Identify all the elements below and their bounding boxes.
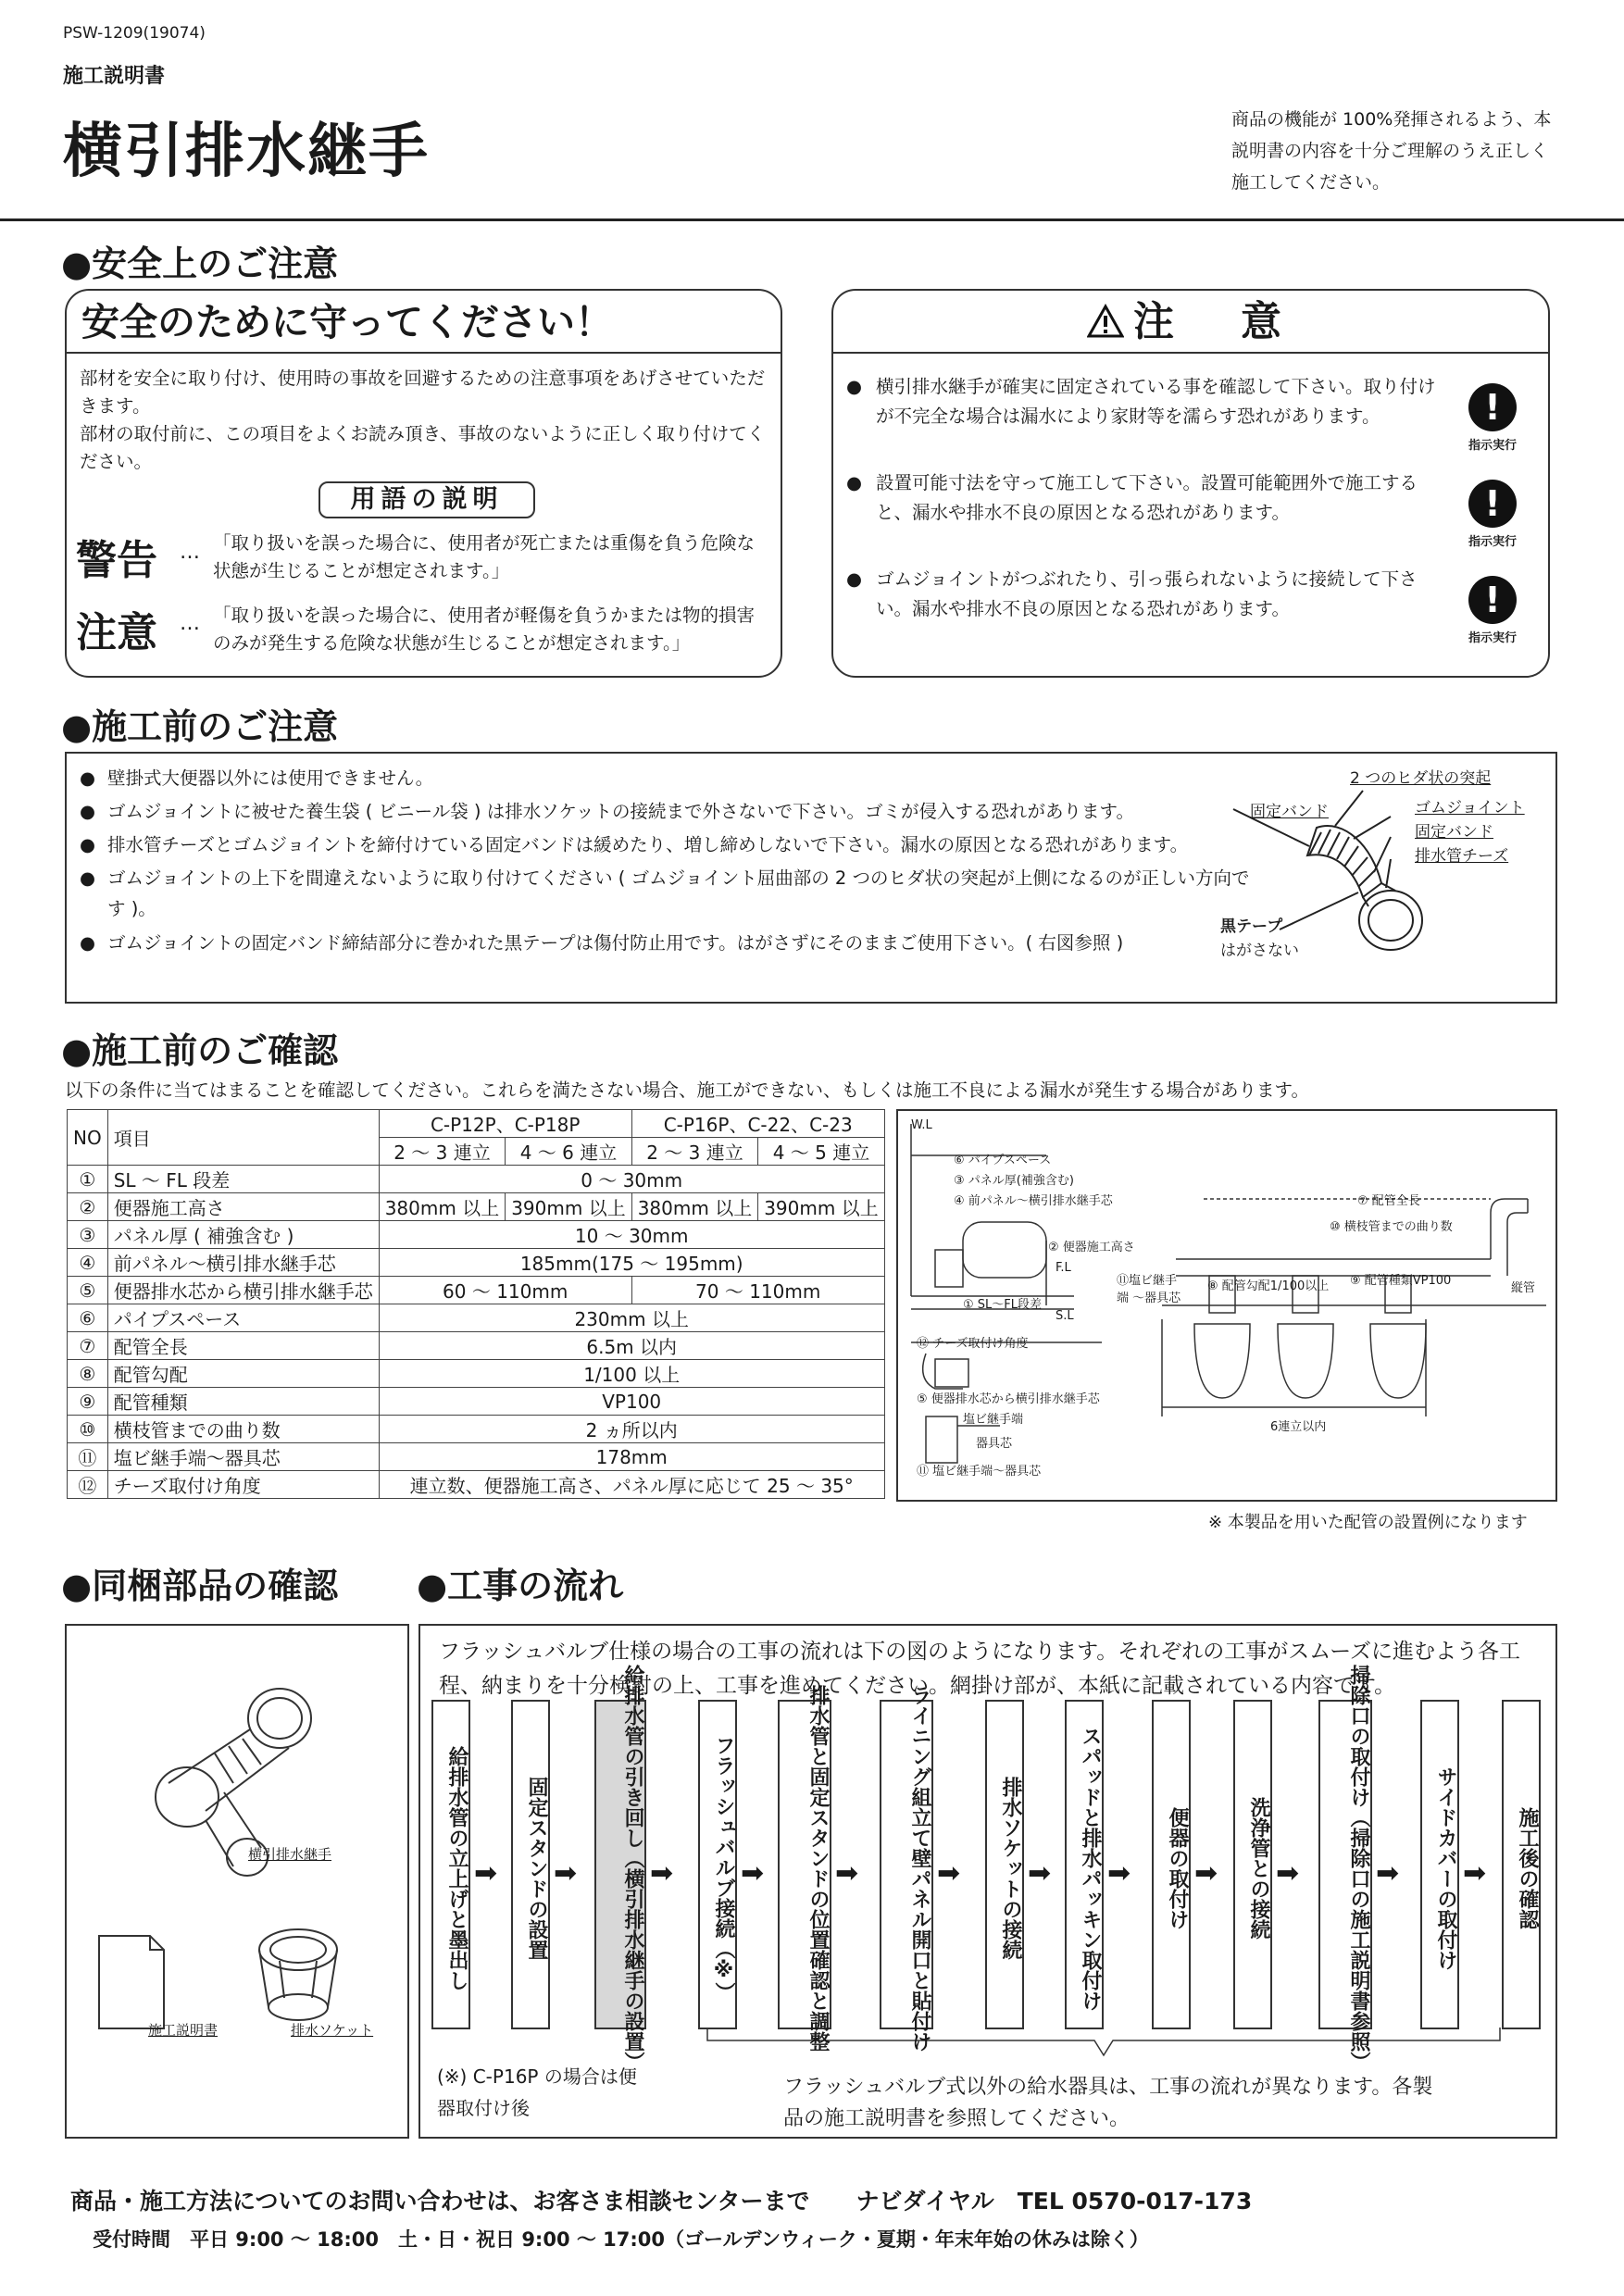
- row-item: 便器排水芯から横引排水継手芯: [107, 1277, 379, 1304]
- flow-step-7: 排水ソケットの接続: [985, 1700, 1024, 2029]
- flow-step-10: 洗浄管との接続: [1233, 1700, 1272, 2029]
- parts-box: [65, 1624, 409, 2139]
- table-row: [68, 1221, 885, 1249]
- table-row: [68, 1416, 885, 1443]
- flow-arrow-icon: ➡: [1376, 1857, 1400, 1890]
- row-item: 便器施工高さ: [107, 1193, 379, 1221]
- row-value: 60 ～ 110mm: [379, 1277, 631, 1304]
- footer-hours: 受付時間 平日 9:00 ～ 18:00 土・日・祝日 9:00 ～ 17:00（ゴールデンウィーク・夏期・年末年始の休みは除く）: [93, 2228, 1149, 2251]
- header-divider: [0, 218, 1624, 221]
- label-pvc-end-center: ⑪ 塩ビ継手端～器具芯: [917, 1465, 1042, 1479]
- table-row: [68, 1443, 885, 1471]
- flow-arrow-icon: ➡: [474, 1857, 498, 1890]
- row-item: 塩ビ継手端～器具芯: [107, 1443, 379, 1471]
- row-value: 380mm 以上: [379, 1193, 506, 1221]
- pre-caution-item-5: ゴムジョイントの固定バンド締結部分に巻かれた黒テープは傷付防止用です。はがさずにそのままご使用下さい。( 右図参照 ): [107, 932, 1124, 954]
- caution-bullet: ●: [846, 568, 863, 590]
- footer-contact: 商品・施工方法についてのお問い合わせは、お客さま相談センターまで ナビダイヤル TEL 0570-017-173: [70, 2188, 1253, 2215]
- row-no: ⑨: [68, 1388, 108, 1416]
- term-caution-desc: 「取り扱いを誤った場合に、使用者が軽傷を負うかまたは物的損害のみが発生する危険な状態が生じることが想定されます。」: [213, 605, 756, 654]
- row-item: SL ～ FL 段差: [107, 1166, 379, 1193]
- flow-arrow-icon: ➡: [1194, 1857, 1218, 1890]
- instruction-mark-icon: !: [1468, 576, 1517, 624]
- flow-step-3-highlighted: 給排水管の引き回し（横引排水継手の設置）: [594, 1700, 646, 2029]
- diagram-label-ridges: 2 つのヒダ状の突起: [1350, 769, 1492, 788]
- safety-intro-1: 部材を安全に取り付け、使用時の事故を回避するための注意事項をあげさせていただきます。: [80, 368, 766, 417]
- table-header-row: [68, 1110, 885, 1138]
- row-item: パイプスペース: [107, 1304, 379, 1332]
- pre-caution-item-2: ゴムジョイントに被せた養生袋 ( ビニール袋 ) は排水ソケットの接続まで外さないで下さい。ゴミが侵入する恐れがあります。: [107, 801, 1134, 822]
- row-value: 380mm 以上: [631, 1193, 758, 1221]
- term-caution-word: 注意: [76, 609, 157, 656]
- table-row: [68, 1249, 885, 1277]
- instruction-mark-label: 指示実行: [1468, 439, 1517, 453]
- label-pipe-space: ⑥ パイプスペース: [954, 1154, 1052, 1167]
- row-value: 1/100 以上: [379, 1360, 884, 1388]
- flow-note-c-p16p: (※) C-P16P の場合は便器取付け後: [437, 2065, 637, 2119]
- flow-arrow-icon: ➡: [1028, 1857, 1052, 1890]
- pre-caution-item-3: 排水管チーズとゴムジョイントを締付けている固定バンドは緩めたり、増し締めしないで下さい。漏水の原因となる恐れがあります。: [107, 834, 1189, 855]
- label-pvc-to-center: ⑪塩ビ継手端 ～器具芯: [1117, 1274, 1181, 1305]
- safety-box: [65, 289, 782, 678]
- flow-step-2: 固定スタンドの設置: [511, 1700, 550, 2029]
- flow-arrow-icon: ➡: [1463, 1857, 1487, 1890]
- term-warning-dots: …: [180, 541, 200, 564]
- flow-intro: フラッシュバルブ仕様の場合の工事の流れは下の図のようになります。それぞれの工事がスムーズに進むよう各工程、納まりを十分検討の上、工事を進めてください。網掛け部が、本紙に記載されている内容です。: [439, 1640, 1520, 1698]
- row-value: 390mm 以上: [506, 1193, 632, 1221]
- instruction-mark-icon: !: [1468, 480, 1517, 528]
- caution-title: [833, 291, 1548, 354]
- table-row: [68, 1471, 885, 1499]
- flow-arrow-icon: ➡: [650, 1857, 674, 1890]
- col-sub-header: 4 ～ 6 連立: [506, 1138, 632, 1166]
- label-front-panel: ④ 前パネル～横引排水継手芯: [954, 1194, 1113, 1208]
- col-no-header: NO: [68, 1110, 108, 1166]
- term-warning-word: 警告: [76, 537, 157, 584]
- caution-bullet: ●: [846, 472, 863, 493]
- pre-caution-box: ● 壁掛式大便器以外には使用できません。 ● ゴムジョイントに被せた養生袋 ( ビニール袋 ) は排水ソケットの接続まで外さないで下さい。ゴミが侵入する恐れがあります。 ● 排水管チーズとゴムジョイントを締付けている固定バンドは緩めたり、増し締めしないで下さい。漏水の原因となる恐れがあります。 ● ゴムジョイントの上下を間違えないように取り付けてください ( ゴムジョイント屈曲部の 2 つのヒダ状の突起が上側になるのが正しい方向です )。 ● ゴムジョイントの固定バンド締結部分に巻かれた黒テープは傷付防止用です。はがさずにそのままご使用下さい。( 右図参照 ) 2 つのヒダ状の突起 固定バンド ゴムジョイント 固定バンド 排水管チーズ 黒テープ はがさない: [65, 752, 1557, 1004]
- flow-step-13: 施工後の確認: [1502, 1700, 1541, 2029]
- row-item: 横枝管までの曲り数: [107, 1416, 379, 1443]
- pre-caution-item-1: 壁掛式大便器以外には使用できません。: [107, 767, 434, 789]
- flow-heading: ●工事の流れ: [417, 1566, 624, 1606]
- document-type: 施工説明書: [63, 65, 166, 88]
- row-item: 配管種類: [107, 1388, 379, 1416]
- row-value: VP100: [379, 1388, 884, 1416]
- table-row: [68, 1332, 885, 1360]
- row-item: 配管全長: [107, 1332, 379, 1360]
- caution-item-2: 設置可能寸法を守って施工して下さい。設置可能範囲外で施工すると、漏水や排水不良の原因となる恐れがあります。: [876, 472, 1418, 523]
- flow-arrow-icon: ➡: [741, 1857, 765, 1890]
- part-label-manual: 施工説明書: [148, 2022, 219, 2039]
- row-item: 配管勾配: [107, 1360, 379, 1388]
- label-six-units: 6連立以内: [1270, 1420, 1327, 1434]
- col-item-header: 項目: [107, 1110, 379, 1166]
- flow-step-8: スパッドと排水パッキン取付け: [1065, 1700, 1104, 2029]
- warning-triangle-icon: [1087, 304, 1124, 339]
- row-value: 2 ヵ所以内: [379, 1416, 884, 1443]
- pre-caution-heading: ●施工前のご注意: [61, 706, 339, 747]
- pre-caution-item-4: ゴムジョイントの上下を間違えないように取り付けてください ( ゴムジョイント屈曲部の 2 つのヒダ状の突起が上側になるのが正しい方向です )。: [107, 867, 1250, 919]
- part-label-joint: 横引排水継手: [248, 1846, 332, 1863]
- instruction-mark-icon: !: [1468, 383, 1517, 431]
- pre-confirm-text: 以下の条件に当てはまることを確認してください。これらを満たさない場合、施工ができない、もしくは施工不良による漏水が発生する場合があります。: [65, 1079, 1309, 1101]
- label-total-length: ⑦ 配管全長: [1357, 1194, 1420, 1208]
- col-group1-header: C-P12P、C-P18P: [379, 1110, 631, 1138]
- row-item: パネル厚 ( 補強含む ): [107, 1221, 379, 1249]
- label-vertical-pipe: 縦管: [1511, 1281, 1536, 1295]
- row-no: ①: [68, 1166, 108, 1193]
- flow-note-other: フラッシュバルブ式以外の給水器具は、工事の流れが異なります。各製品の施工説明書を参照してください。: [783, 2076, 1433, 2130]
- flow-step-12: サイドカバーの取付け: [1420, 1700, 1459, 2029]
- table-row: [68, 1166, 885, 1193]
- diagram-label-rubber: ゴムジョイント: [1415, 799, 1525, 817]
- row-value: 390mm 以上: [758, 1193, 885, 1221]
- diagram-label-tape-note: はがさない: [1220, 942, 1299, 960]
- label-sl: S.L: [1056, 1309, 1074, 1323]
- spec-table: [67, 1109, 885, 1499]
- layout-note: ※ 本製品を用いた配管の設置例になります: [1208, 1513, 1528, 1532]
- table-row: [68, 1193, 885, 1221]
- row-value: 178mm: [379, 1443, 884, 1471]
- caution-item-3: ゴムジョイントがつぶれたり、引っ張られないように接続して下さい。漏水や排水不良の原因となる恐れがあります。: [876, 568, 1418, 619]
- caution-box: [831, 289, 1550, 678]
- diagram-label-band-right: 固定バンド: [1415, 823, 1493, 842]
- row-value: 70 ～ 110mm: [631, 1277, 884, 1304]
- term-caution-dots: …: [180, 612, 200, 635]
- page-title: 横引排水継手: [63, 118, 430, 186]
- col-sub-header: 2 ～ 3 連立: [379, 1138, 506, 1166]
- flow-step-5: 排水管と固定スタンドの位置確認と調整: [778, 1700, 831, 2029]
- diagram-label-band-left: 固定バンド: [1250, 803, 1329, 821]
- flow-step-6: ライニング組立て壁パネル開口と貼付け: [880, 1700, 933, 2029]
- flow-arrow-icon: ➡: [1276, 1857, 1300, 1890]
- label-sl-fl: ① SL～FL段差: [963, 1298, 1043, 1312]
- col-sub-header: 2 ～ 3 連立: [631, 1138, 758, 1166]
- flow-step-9: 便器の取付け: [1152, 1700, 1191, 2029]
- row-no: ③: [68, 1221, 108, 1249]
- row-no: ④: [68, 1249, 108, 1277]
- installation-layout-diagram: [896, 1109, 1557, 1502]
- label-drain-center: ⑤ 便器排水芯から横引排水継手芯: [917, 1392, 1100, 1406]
- col-sub-header: 4 ～ 5 連立: [758, 1138, 885, 1166]
- caution-item-1: 横引排水継手が確実に固定されている事を確認して下さい。取り付けが不完全な場合は漏水により家財等を濡らす恐れがあります。: [876, 376, 1436, 427]
- row-value: 6.5m 以内: [379, 1332, 884, 1360]
- manual-drawing: [94, 1931, 169, 2033]
- label-pvc-end: 塩ビ継手端: [963, 1413, 1024, 1427]
- diagram-label-tee: 排水管チーズ: [1415, 847, 1509, 866]
- col-group2-header: C-P16P、C-22、C-23: [631, 1110, 884, 1138]
- caution-bullet: ●: [846, 376, 863, 397]
- row-no: ⑧: [68, 1360, 108, 1388]
- row-value: 10 ～ 30mm: [379, 1221, 884, 1249]
- flow-arrow-icon: ➡: [937, 1857, 961, 1890]
- row-no: ⑫: [68, 1471, 108, 1499]
- row-no: ⑤: [68, 1277, 108, 1304]
- row-value: 0 ～ 30mm: [379, 1166, 884, 1193]
- safety-heading: ●安全上のご注意: [61, 243, 339, 284]
- flow-step-1: 給排水管の立上げと墨出し: [431, 1700, 470, 2029]
- header-note: 商品の機能が 100%発揮されるよう、本説明書の内容を十分ご理解のうえ正しく施工してください。: [1231, 109, 1552, 193]
- term-warning-desc: 「取り扱いを誤った場合に、使用者が死亡または重傷を負う危険な状態が生じることが想定されます。」: [213, 532, 756, 581]
- label-tee-angle: ⑫ チーズ取付け角度: [917, 1337, 1029, 1351]
- row-item: チーズ取付け角度: [107, 1471, 379, 1499]
- label-toilet-height: ② 便器施工高さ: [1048, 1241, 1135, 1254]
- row-value: 連立数、便器施工高さ、パネル厚に応じて 25 ～ 35°: [379, 1471, 884, 1499]
- label-gradient: ⑧ 配管勾配1/100以上: [1207, 1279, 1330, 1293]
- row-value: 230mm 以上: [379, 1304, 884, 1332]
- pre-confirm-heading: ●施工前のご確認: [61, 1030, 339, 1071]
- document-code: PSW-1209(19074): [63, 24, 206, 43]
- flow-arrow-icon: ➡: [1107, 1857, 1131, 1890]
- safety-box-title: 安全のために守ってください！: [67, 291, 781, 354]
- label-panel-thickness: ③ パネル厚(補強含む): [954, 1174, 1074, 1188]
- safety-intro: [80, 365, 769, 476]
- diagram-label-tape: 黒テープ: [1220, 917, 1283, 936]
- part-label-socket: 排水ソケット: [291, 2022, 374, 2039]
- label-pipe-type: ⑨ 配管種類VP100: [1350, 1274, 1452, 1288]
- row-item: 前パネル～横引排水継手芯: [107, 1249, 379, 1277]
- row-no: ⑩: [68, 1416, 108, 1443]
- row-no: ⑦: [68, 1332, 108, 1360]
- flow-arrow-icon: ➡: [554, 1857, 578, 1890]
- table-row: [68, 1304, 885, 1332]
- socket-drawing: [243, 1924, 354, 2026]
- safety-intro-2: 部材の取付前に、この項目をよくお読み頂き、事故のないように正しく取り付けてください。: [80, 423, 766, 472]
- table-row: [68, 1360, 885, 1388]
- label-bends: ⑩ 横枝管までの曲り数: [1330, 1220, 1453, 1234]
- flow-step-11: 掃除口の取付け（掃除口の施工説明書参照）: [1318, 1700, 1372, 2029]
- table-row: [68, 1388, 885, 1416]
- instruction-mark-label: 指示実行: [1468, 631, 1517, 645]
- row-no: ⑪: [68, 1443, 108, 1471]
- flow-step-4: フラッシュバルブ接続（※）: [698, 1700, 737, 2029]
- row-no: ⑥: [68, 1304, 108, 1332]
- flow-arrow-icon: ➡: [835, 1857, 859, 1890]
- instruction-mark-label: 指示実行: [1468, 535, 1517, 549]
- caution-title-text: 注 意: [1133, 298, 1294, 345]
- terms-heading: 用語の説明: [319, 481, 535, 518]
- label-fl: F.L: [1056, 1261, 1071, 1275]
- table-row: [68, 1277, 885, 1304]
- row-no: ②: [68, 1193, 108, 1221]
- label-fixture-center: 器具芯: [976, 1437, 1013, 1451]
- parts-heading: ●同梱部品の確認: [61, 1566, 339, 1606]
- row-value: 185mm(175 ～ 195mm): [379, 1249, 884, 1277]
- label-wl: W.L: [911, 1118, 932, 1132]
